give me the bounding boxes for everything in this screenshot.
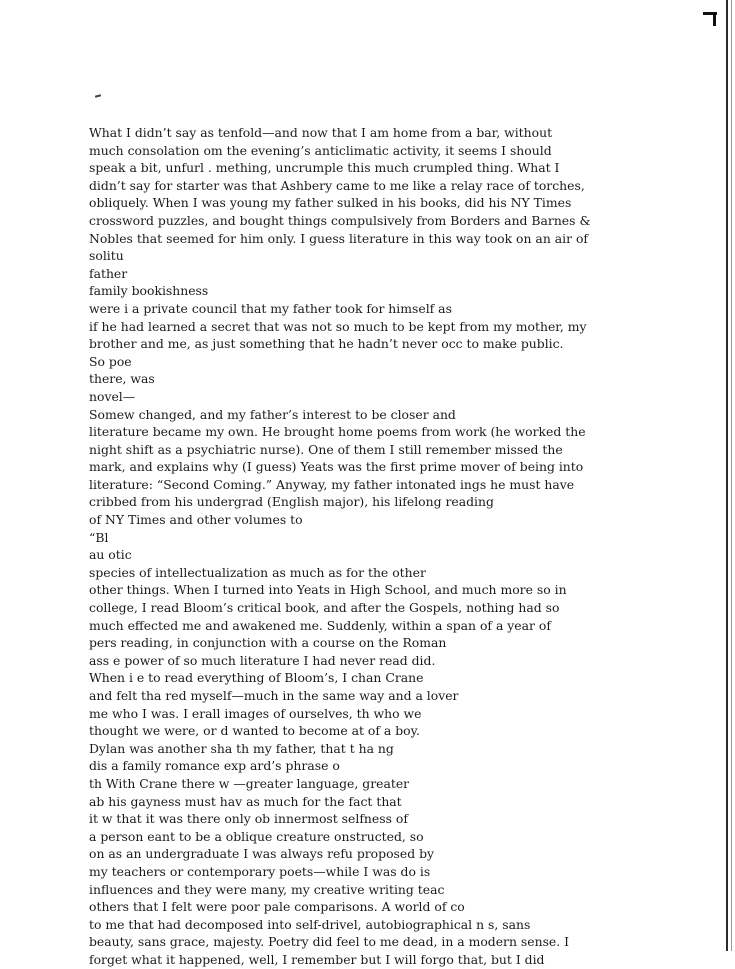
text-line: there, was bbox=[89, 371, 155, 387]
text-line: ass e power of so much literature I had never read did. bbox=[89, 652, 436, 668]
text-line: mark, and explains why (I guess) Yeats was the first prime mover of being into bbox=[89, 459, 584, 475]
text-line: to me that had decomposed into self-drivel, autobiographical n s, sans bbox=[89, 916, 531, 932]
text-line: night shift as a psychiatric nurse). One of them I still remember missed the bbox=[89, 441, 563, 457]
text-line: influences and they were many, my creative writing teac bbox=[89, 881, 445, 897]
text-line: a person eant to be a oblique creature onstructed, so bbox=[89, 828, 424, 844]
text-line: species of intellectualization as much as for the other bbox=[89, 564, 426, 580]
text-line: So poe bbox=[89, 353, 132, 369]
text-line: Somew changed, and my father’s interest to be closer and bbox=[89, 406, 456, 422]
text-line: much consolation om the evening’s anticlimatic activity, it seems I should bbox=[89, 142, 552, 158]
text-line: and felt tha red myself—much in the same way and a lover bbox=[89, 688, 459, 703]
text-line: literature: “Second Coming.” Anyway, my father intonated ings he must have bbox=[89, 476, 575, 492]
page-edge-line bbox=[731, 0, 732, 951]
text-line: on as an undergraduate I was always refu proposed by bbox=[89, 846, 435, 862]
text-line: What I didn’t say as tenfold—and now that I am home from a bar, without bbox=[89, 125, 553, 140]
essay-text bbox=[89, 124, 611, 969]
text-line: it w that it was there only ob innermost selfness of bbox=[89, 811, 408, 827]
text-line: “Bl bbox=[89, 529, 109, 545]
text-line: When i e to read everything of Bloom’s, I chan Crane bbox=[89, 670, 424, 686]
text-line: novel— bbox=[89, 388, 136, 404]
text-line: forget what it happened, well, I remember but I will forgo that, but I did bbox=[89, 951, 545, 967]
text-line: much effected me and awakened me. Suddenly, within a span of a year of bbox=[89, 617, 551, 633]
text-line: beauty, sans grace, majesty. Poetry did feel to me dead, in a modern sense. I bbox=[89, 934, 570, 950]
text-line: th With Crane there w —greater language, greater bbox=[89, 775, 410, 791]
text-line: cribbed from his undergrad (English major), his lifelong reading bbox=[89, 494, 494, 510]
text-line: dis a family romance exp ard’s phrase o bbox=[89, 758, 340, 774]
page-edge-shadow bbox=[726, 0, 728, 951]
text-line: college, I read Bloom’s critical book, and after the Gospels, nothing had so bbox=[89, 600, 560, 616]
text-line: speak a bit, unfurl . mething, uncrumple this much crumpled thing. What I bbox=[89, 160, 560, 176]
text-line: were i a private council that my father took for himself as bbox=[89, 300, 452, 316]
text-line: literature became my own. He brought home poems from work (he worked the bbox=[89, 424, 586, 440]
text-line: Dylan was another sha th my father, that t ha ng bbox=[89, 740, 394, 756]
text-line: family bookishness bbox=[89, 283, 209, 299]
text-line: solitu bbox=[89, 248, 124, 264]
text-line: brother and me, as just something that he hadn’t never occ to make public. bbox=[89, 336, 564, 352]
text-line: obliquely. When I was young my father sulked in his books, did his NY Times bbox=[89, 195, 572, 211]
text-line: other things. When I turned into Yeats in High School, and much more so in bbox=[89, 582, 567, 598]
text-line: of NY Times and other volumes to bbox=[89, 512, 303, 528]
text-line: ab his gayness must hav as much for the fact that bbox=[89, 793, 402, 809]
text-line: au otic bbox=[89, 547, 132, 563]
text-line: didn’t say for starter was that Ashbery came to me like a relay race of torches, bbox=[89, 177, 585, 193]
text-line: me who I was. I erall images of ourselves, th who we bbox=[89, 705, 422, 721]
corner-staple-mark-vertical bbox=[713, 12, 716, 26]
text-line: Nobles that seemed for him only. I guess literature in this way took on an air of bbox=[89, 230, 588, 246]
text-line: if he had learned a secret that was not so much to be kept from my mother, my bbox=[89, 318, 587, 334]
text-line: my teachers or contemporary poets—while I was do is bbox=[89, 863, 431, 879]
text-line: others that I felt were poor pale comparisons. A world of co bbox=[89, 899, 465, 915]
text-line: thought we were, or d wanted to become at of a boy. bbox=[89, 723, 420, 739]
text-line: father bbox=[89, 265, 128, 281]
text-line: pers reading, in conjunction with a course on the Roman bbox=[89, 635, 447, 651]
scan-speck bbox=[95, 94, 101, 97]
text-line: crossword puzzles, and bought things compulsively from Borders and Barnes & bbox=[89, 212, 591, 228]
